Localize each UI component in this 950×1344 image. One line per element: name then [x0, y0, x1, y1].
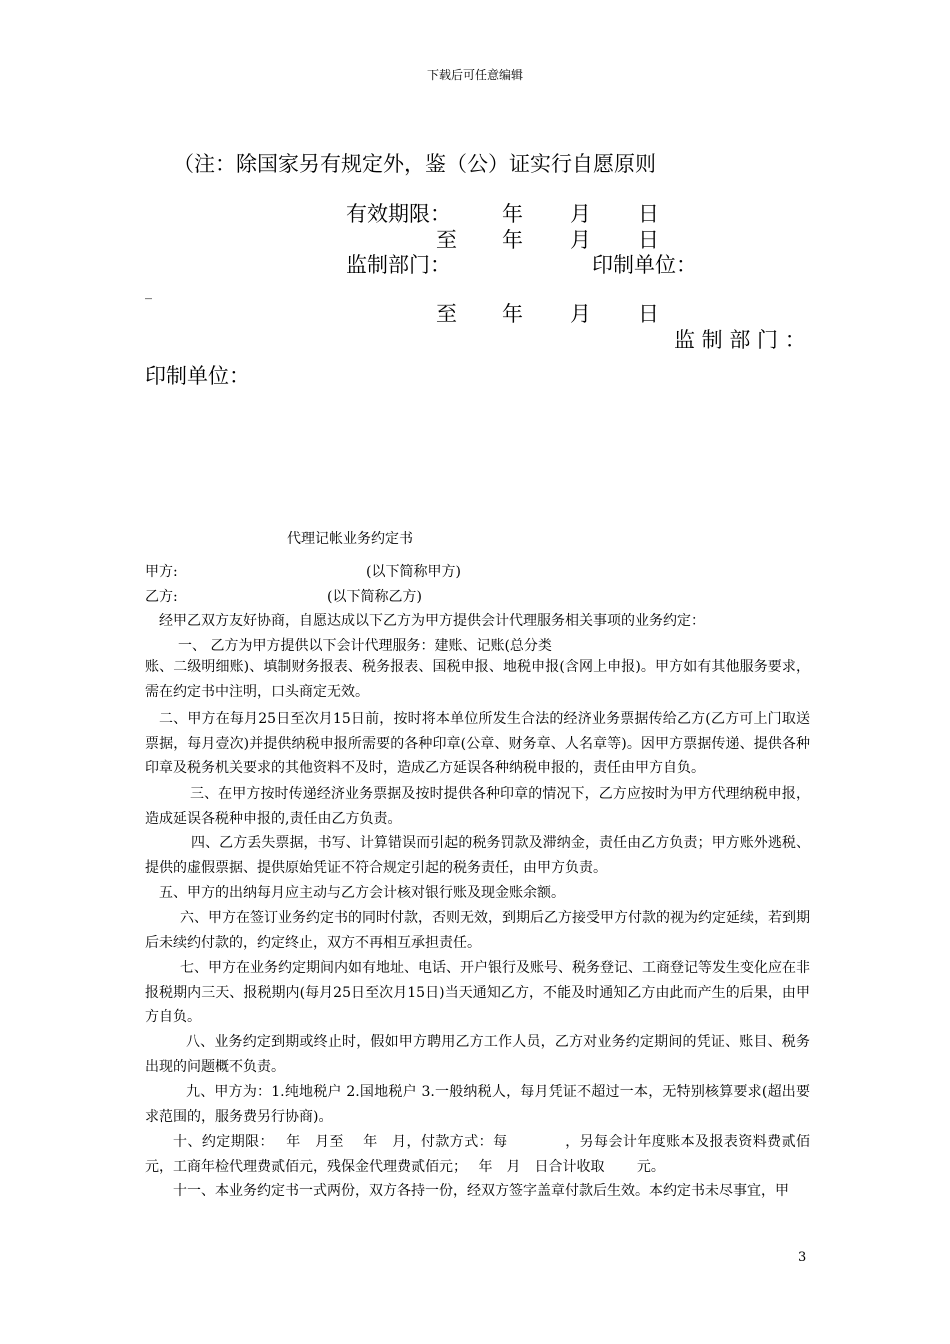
validity-day: 日 [638, 202, 659, 226]
printer-label: 印制单位： [592, 253, 697, 277]
header-note: 下载后可任意编辑 [426, 68, 523, 82]
validity-year: 年 [502, 302, 523, 326]
validity-to: 至 [436, 302, 457, 326]
supervisor-label: 监制部门： [346, 253, 451, 277]
party-a-note: (以下简称甲方) [366, 564, 461, 580]
validity-label: 有效期限： [346, 202, 451, 226]
validity-day: 日 [638, 228, 659, 252]
validity-day: 日 [638, 302, 659, 326]
clause-11: 十一、本业务约定书一式两份，双方各持一份，经双方签字盖章付款后生效。本约定书未尽事宜，甲 [173, 1183, 789, 1199]
notice-text: （注：除国家另有规定外，鉴（公）证实行自愿原则 [173, 152, 656, 176]
clause-1-line-1: 一、 乙方为甲方提供以下会计代理服务：建账、记账(总分类 [178, 638, 552, 654]
page-number: 3 [798, 1250, 807, 1265]
party-a-label: 甲方: [145, 564, 178, 580]
clause-6: 六、甲方在签订业务约定书的同时付款，否则无效，到期后乙方接受甲方付款的视为约定延续，若到期后未续约付款的，约定终止，双方不再相互承担责任。 [145, 910, 810, 951]
clause-4: 四、乙方丢失票据，书写、计算错误而引起的税务罚款及滞纳金，责任由乙方负责；甲方账外逃税、提供的虚假票据、提供原始凭证不符合规定引起的税务责任，由甲方负责。 [145, 835, 810, 876]
validity-year: 年 [502, 228, 523, 252]
party-b-note: (以下简称乙方) [327, 589, 422, 605]
clause-7: 七、甲方在业务约定期间内如有地址、电话、开户银行及账号、税务登记、工商登记等发生变化应在非报税期内三天、报税期内(每月25日至次月15日)当天通知乙方，不能及时通知乙方由此而产生的后果，由甲方自负。 [145, 960, 810, 1025]
clause-5: 五、甲方的出纳每月应主动与乙方会计核对银行账及现金账余额。 [159, 885, 565, 901]
supervisor-label-spaced: 监 制 部 门 ： [674, 328, 806, 352]
printer-label-left: 印制单位： [145, 364, 250, 388]
clause-3: 三、在甲方按时传递经济业务票据及按时提供各种印章的情况下，乙方应按时为甲方代理纳税申报，造成延误各税种申报的,责任由乙方负责。 [145, 786, 810, 827]
validity-month: 月 [570, 302, 591, 326]
validity-month: 月 [570, 202, 591, 226]
validity-month: 月 [570, 228, 591, 252]
clause-1-rest: 账、二级明细账)、填制财务报表、税务报表、国税申报、地税申报(含网上申报)。甲方如有其他服务要求，需在约定书中注明，口头商定无效。 [145, 659, 810, 700]
clause-2: 二、甲方在每月25日至次月15日前，按时将本单位所发生合法的经济业务票据传给乙方(乙方可上门取送票据，每月壹次)并提供纳税申报所需要的各种印章(公章、财务章、人名章等)。因甲方票据传递、提供各种印章及税务机关要求的其他资料不及时，造成乙方延误各种纳税申报的，责任由甲方自负。 [145, 711, 810, 776]
clause-10: 十、约定期限： 年 月至 年 月，付款方式：每 ，另每会计年度账本及报表资料费贰佰元，工商年检代理费贰佰元，残保金代理费贰佰元； 年 月 日合计收取 元。 [145, 1134, 810, 1175]
validity-to: 至 [436, 228, 457, 252]
contract-title: 代理记帐业务约定书 [287, 531, 413, 547]
clause-8: 八、业务约定到期或终止时，假如甲方聘用乙方工作人员，乙方对业务约定期间的凭证、账目、税务出现的问题概不负责。 [145, 1034, 810, 1075]
party-b-label: 乙方: [145, 589, 178, 605]
dash-mark: _ [145, 284, 152, 300]
validity-year: 年 [502, 202, 523, 226]
contract-intro: 经甲乙双方友好协商，自愿达成以下乙方为甲方提供会计代理服务相关事项的业务约定： [159, 613, 705, 629]
clause-9: 九、甲方为：1.纯地税户 2.国地税户 3.一般纳税人，每月凭证不超过一本，无特别核算要求(超出要求范围的，服务费另行协商)。 [145, 1084, 810, 1125]
